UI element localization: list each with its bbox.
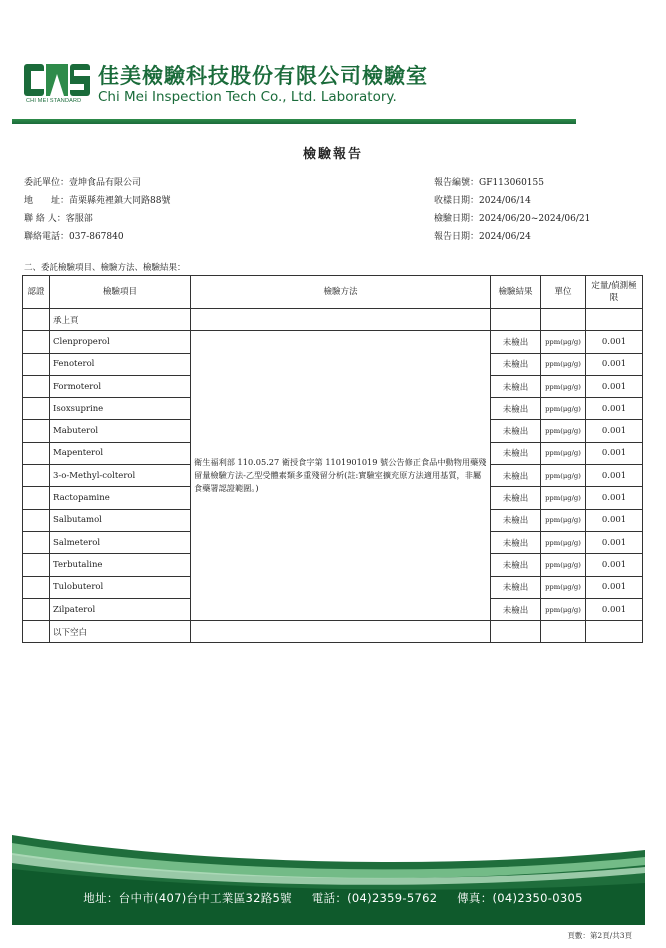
item-unit: ppm(μg/g)	[541, 375, 586, 397]
item-name: Mapenterol	[50, 442, 191, 464]
report-info	[434, 174, 590, 246]
item-unit: ppm(μg/g)	[541, 420, 586, 442]
header-limit: 定量/偵測極限	[586, 276, 643, 309]
header-item: 檢驗項目	[50, 276, 191, 309]
item-result: 未檢出	[491, 509, 541, 531]
footer-phone: 電話：(04)2359-5762	[311, 891, 438, 905]
item-name: Tulobuterol	[50, 576, 191, 598]
item-name: Salbutamol	[50, 509, 191, 531]
header-method: 檢驗方法	[191, 276, 491, 309]
item-unit: ppm(μg/g)	[541, 487, 586, 509]
item-result: 未檢出	[491, 554, 541, 576]
header-cert: 認證	[23, 276, 50, 309]
item-unit: ppm(μg/g)	[541, 531, 586, 553]
report-info-row: 檢驗日期：2024/06/20~2024/06/21	[434, 214, 591, 224]
results-table	[22, 275, 643, 643]
method-text: 衛生福利部 110.05.27 衛授食字第 1101901019 號公告修正食品中動物用藥殘留量檢驗方法-乙型受體素類多重殘留分析(註:實驗室擴充原方法適用基質，非屬食藥署認證範圍。)	[191, 331, 491, 621]
logo-caption: CHI MEI STANDARD	[26, 98, 82, 104]
report-info-row: 報告編號：GF113060155	[434, 178, 544, 188]
table-row	[23, 309, 643, 331]
item-limit: 0.001	[586, 531, 643, 553]
header-unit: 單位	[541, 276, 586, 309]
client-info	[24, 174, 170, 246]
table-row	[23, 621, 643, 643]
end-label: 以下空白	[50, 621, 191, 643]
item-result: 未檢出	[491, 576, 541, 598]
item-limit: 0.001	[586, 420, 643, 442]
footer-address: 地址：台中市(407)台中工業區32路5號	[83, 891, 292, 905]
company-logo	[24, 60, 92, 100]
item-result: 未檢出	[491, 353, 541, 375]
report-info-row: 收樣日期：2024/06/14	[434, 196, 531, 206]
item-limit: 0.001	[586, 509, 643, 531]
item-unit: ppm(μg/g)	[541, 398, 586, 420]
item-name: Mabuterol	[50, 420, 191, 442]
footer-fax: 傳真：(04)2350-0305	[457, 891, 583, 905]
item-limit: 0.001	[586, 465, 643, 487]
client-info-row: 委託單位：壹坤食品有限公司	[24, 178, 142, 188]
item-name: Fenoterol	[50, 353, 191, 375]
item-limit: 0.001	[586, 331, 643, 353]
company-name-cn: 佳美檢驗科技股份有限公司檢驗室	[98, 64, 428, 88]
page-number: 頁數：第2頁/共3頁	[567, 931, 632, 940]
item-unit: ppm(μg/g)	[541, 509, 586, 531]
item-unit: ppm(μg/g)	[541, 598, 586, 620]
header-divider	[12, 119, 576, 124]
item-result: 未檢出	[491, 331, 541, 353]
item-result: 未檢出	[491, 487, 541, 509]
client-info-row: 地 址：苗栗縣苑裡鎮大同路88號	[24, 196, 171, 206]
item-unit: ppm(μg/g)	[541, 353, 586, 375]
item-unit: ppm(μg/g)	[541, 576, 586, 598]
item-name: Isoxsuprine	[50, 398, 191, 420]
item-limit: 0.001	[586, 576, 643, 598]
item-result: 未檢出	[491, 531, 541, 553]
item-result: 未檢出	[491, 420, 541, 442]
item-name: Formoterol	[50, 375, 191, 397]
footer-contact	[0, 890, 666, 906]
report-title: 檢驗報告	[302, 147, 363, 162]
item-limit: 0.001	[586, 554, 643, 576]
section-title: 二、委託檢驗項目、檢驗方法、檢驗結果：	[24, 263, 186, 273]
footer-band	[0, 825, 666, 925]
item-unit: ppm(μg/g)	[541, 554, 586, 576]
client-info-row: 聯絡電話：037-867840	[24, 232, 124, 242]
item-result: 未檢出	[491, 398, 541, 420]
table-header-row	[23, 276, 643, 309]
item-limit: 0.001	[586, 442, 643, 464]
item-result: 未檢出	[491, 465, 541, 487]
item-limit: 0.001	[586, 487, 643, 509]
item-name: Zilpaterol	[50, 598, 191, 620]
report-info-row: 報告日期：2024/06/24	[434, 232, 531, 242]
item-name: Ractopamine	[50, 487, 191, 509]
continued-label: 承上頁	[50, 309, 191, 331]
item-limit: 0.001	[586, 375, 643, 397]
item-unit: ppm(μg/g)	[541, 465, 586, 487]
item-result: 未檢出	[491, 598, 541, 620]
company-name-en: Chi Mei Inspection Tech Co., Ltd. Laboratory.	[98, 89, 397, 105]
item-limit: 0.001	[586, 353, 643, 375]
item-name: 3-o-Methyl-colterol	[50, 465, 191, 487]
item-name: Clenproperol	[50, 331, 191, 353]
item-unit: ppm(μg/g)	[541, 442, 586, 464]
item-limit: 0.001	[586, 398, 643, 420]
client-info-row: 聯 絡 人：客服部	[24, 214, 93, 224]
table-row	[23, 331, 643, 353]
item-unit: ppm(μg/g)	[541, 331, 586, 353]
item-limit: 0.001	[586, 598, 643, 620]
item-result: 未檢出	[491, 442, 541, 464]
header-result: 檢驗結果	[491, 276, 541, 309]
item-result: 未檢出	[491, 375, 541, 397]
item-name: Terbutaline	[50, 554, 191, 576]
item-name: Salmeterol	[50, 531, 191, 553]
